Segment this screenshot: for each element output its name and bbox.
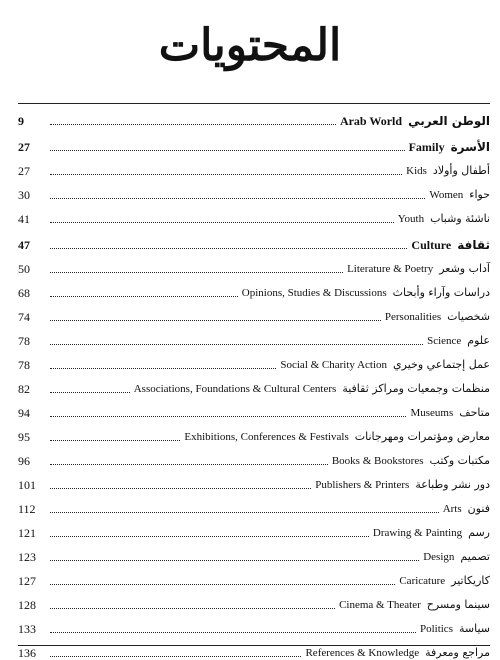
entry-label [409, 140, 490, 154]
english-title: Associations, Foundations & Cultural Centers [133, 383, 337, 395]
page-number: 133 [18, 622, 36, 636]
english-title: Publishers & Printers [315, 479, 410, 491]
page-number: 68 [18, 286, 30, 300]
leader-dots [50, 150, 405, 151]
page-number: 94 [18, 406, 30, 420]
arabic-title: سياسة [458, 622, 490, 635]
page-number: 123 [18, 550, 36, 564]
arabic-title: مراجع ومعرفة [425, 646, 490, 659]
entry-label [280, 358, 490, 372]
entry-label [399, 574, 490, 588]
toc-entry-personalities[interactable] [18, 304, 490, 324]
arabic-title: الأسرة [450, 140, 490, 154]
toc-entry-cinema[interactable] [18, 592, 490, 612]
toc-entry-women[interactable] [18, 182, 490, 202]
page-number: 74 [18, 310, 30, 324]
leader-dots [50, 560, 419, 561]
page-number: 78 [18, 334, 30, 348]
toc-entry-family[interactable] [18, 134, 490, 154]
page-number: 41 [18, 212, 30, 226]
page-number: 112 [18, 502, 36, 516]
leader-dots [50, 320, 381, 321]
english-title: Caricature [399, 575, 446, 587]
arabic-title: رسم [468, 526, 490, 539]
leader-dots [50, 464, 328, 465]
arabic-title: أطفال وأولاد [432, 164, 490, 177]
page-number: 136 [18, 646, 36, 660]
page-number: 50 [18, 262, 30, 276]
english-title: Women [429, 189, 464, 201]
entry-label [339, 598, 490, 612]
entry-label [373, 526, 490, 540]
leader-dots [50, 440, 180, 441]
arabic-title: منظمات وجمعيات ومراكز ثقافية [342, 382, 490, 395]
toc-entry-design[interactable] [18, 544, 490, 564]
leader-dots [50, 656, 301, 657]
entry-label [429, 188, 490, 202]
leader-dots [50, 488, 311, 489]
english-title: Arts [442, 503, 462, 515]
toc-entry-associations[interactable] [18, 376, 490, 396]
page-number: 127 [18, 574, 36, 588]
toc-entry-literature[interactable] [18, 256, 490, 276]
english-title: Social & Charity Action [280, 359, 388, 371]
english-title: Design [423, 551, 455, 563]
english-title: Cinema & Theater [339, 599, 421, 611]
leader-dots [50, 198, 425, 199]
entry-label [443, 502, 490, 516]
entry-label [406, 164, 490, 178]
arabic-title: ناشئة وشباب [430, 212, 490, 225]
leader-dots [50, 174, 402, 175]
english-title: Family [408, 140, 445, 154]
arabic-title: تصميم [460, 550, 490, 563]
arabic-title: معارض ومؤتمرات ومهرجانات [354, 430, 490, 443]
english-title: Kids [406, 165, 427, 177]
english-title: Politics [419, 623, 453, 635]
arabic-title: الوطن العربي [408, 114, 490, 128]
entry-label [332, 454, 490, 468]
page-number: 9 [18, 114, 24, 128]
toc-entry-publishers[interactable] [18, 472, 490, 492]
arabic-title: آداب وشعر [439, 262, 490, 275]
toc-entry-museums[interactable] [18, 400, 490, 420]
toc-entry-caricature[interactable] [18, 568, 490, 588]
entry-label [385, 310, 490, 324]
page-number: 121 [18, 526, 36, 540]
leader-dots [50, 124, 336, 125]
entry-label [411, 238, 490, 252]
arabic-title: فنون [467, 502, 490, 515]
english-title: Arab World [339, 114, 403, 128]
toc-entry-politics[interactable] [18, 616, 490, 636]
arabic-title: حواء [469, 188, 490, 201]
leader-dots [50, 368, 276, 369]
english-title: References & Knowledge [305, 647, 420, 659]
toc-entry-arts[interactable] [18, 496, 490, 516]
leader-dots [50, 512, 439, 513]
english-title: Books & Bookstores [331, 455, 424, 467]
english-title: Literature & Poetry [347, 263, 434, 275]
leader-dots [50, 608, 335, 609]
page-number: 30 [18, 188, 30, 202]
toc-entry-culture[interactable] [18, 232, 490, 252]
top-divider [18, 103, 490, 104]
page-number: 27 [18, 140, 30, 154]
toc-entry-books[interactable] [18, 448, 490, 468]
page-number: 82 [18, 382, 30, 396]
toc-entry-youth[interactable] [18, 206, 490, 226]
english-title: Personalities [384, 311, 442, 323]
page-title: المحتويات [158, 20, 342, 71]
leader-dots [50, 272, 343, 273]
arabic-title: ثقافة [457, 238, 490, 252]
leader-dots [50, 248, 407, 249]
bottom-divider [18, 645, 490, 646]
arabic-title: علوم [467, 334, 490, 347]
leader-dots [50, 536, 369, 537]
page-number: 95 [18, 430, 30, 444]
english-title: Youth [397, 213, 425, 225]
page-number: 78 [18, 358, 30, 372]
arabic-title: سينما ومسرح [426, 598, 490, 611]
entry-label [315, 478, 490, 492]
leader-dots [50, 632, 416, 633]
toc-entry-science[interactable] [18, 328, 490, 348]
entry-label [410, 406, 490, 420]
entry-label [420, 622, 490, 636]
toc-entry-drawing[interactable] [18, 520, 490, 540]
arabic-title: دور نشر وطباعة [415, 478, 490, 491]
entry-label [305, 646, 490, 660]
entry-label [398, 212, 490, 226]
toc-entry-arab-world[interactable] [18, 108, 490, 128]
english-title: Culture [411, 238, 452, 252]
leader-dots [50, 296, 238, 297]
entry-label [340, 114, 490, 128]
arabic-title: شخصيات [447, 310, 490, 323]
leader-dots [50, 222, 394, 223]
entry-label [427, 334, 490, 348]
arabic-title: كاريكاتير [451, 574, 490, 587]
leader-dots [50, 392, 130, 393]
entry-label [347, 262, 490, 276]
english-title: Museums [410, 407, 454, 419]
leader-dots [50, 416, 406, 417]
page-number: 96 [18, 454, 30, 468]
toc-entry-kids[interactable] [18, 158, 490, 178]
leader-dots [50, 344, 423, 345]
page-number: 27 [18, 164, 30, 178]
toc-entry-opinions[interactable] [18, 280, 490, 300]
english-title: Science [427, 335, 462, 347]
english-title: Opinions, Studies & Discussions [241, 287, 387, 299]
page-number: 101 [18, 478, 36, 492]
entry-label [423, 550, 490, 564]
toc-entry-exhibitions[interactable] [18, 424, 490, 444]
arabic-title: عمل إجتماعي وخيري [393, 358, 490, 371]
leader-dots [50, 584, 395, 585]
entry-label [134, 382, 490, 396]
english-title: Drawing & Painting [372, 527, 463, 539]
toc-entry-references[interactable] [18, 640, 490, 660]
english-title: Exhibitions, Conferences & Festivals [184, 431, 349, 443]
toc-entry-social[interactable] [18, 352, 490, 372]
arabic-title: مكتبات وكتب [429, 454, 490, 467]
page-number: 47 [18, 238, 30, 252]
entry-label [184, 430, 490, 444]
arabic-title: متاحف [459, 406, 490, 419]
page-number: 128 [18, 598, 36, 612]
entry-label [242, 286, 490, 300]
arabic-title: دراسات وآراء وأبحاث [392, 286, 490, 299]
